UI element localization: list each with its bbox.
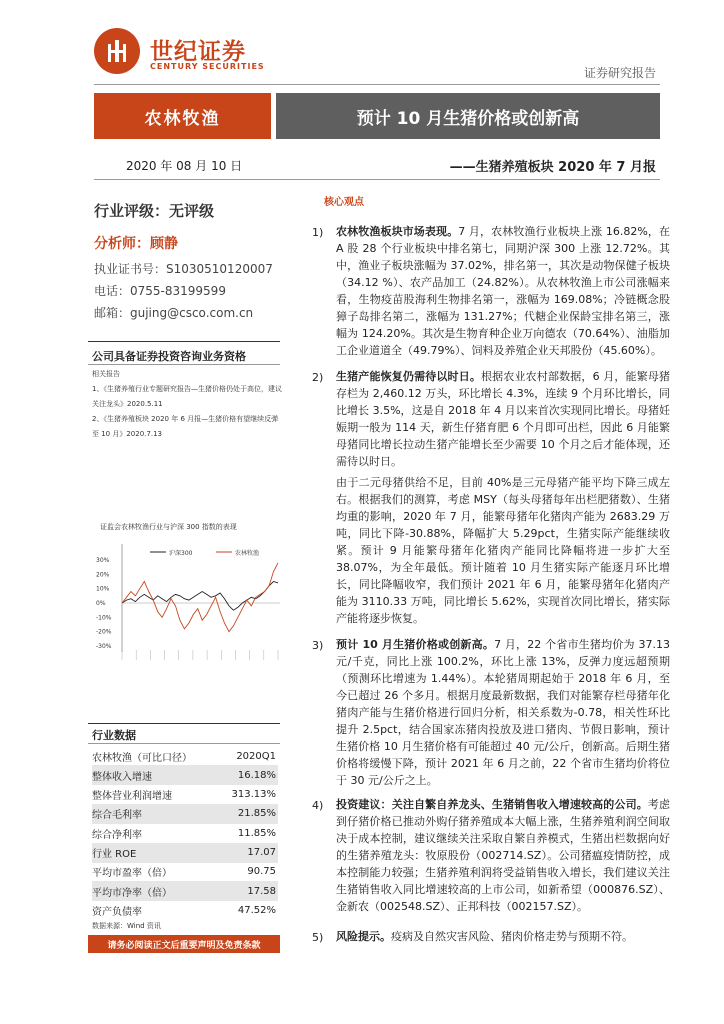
point-heading: 生猪产能恢复仍需待以时日。 xyxy=(336,370,482,383)
divider xyxy=(88,723,280,724)
index-row xyxy=(92,804,278,824)
index-row xyxy=(92,900,278,920)
y-tick-label: 10% xyxy=(96,585,110,593)
index-label: 农林牧渔（可比口径） xyxy=(92,752,192,764)
related-report[interactable]: 1、《生猪养殖行业专题研究报告—生猪价格仍处于高位，建议关注龙头》2020.5.11 xyxy=(92,385,282,408)
qualification: 公司具备证券投资咨询业务资格 xyxy=(92,350,246,363)
point-number: 4) xyxy=(312,799,324,812)
index-label: 平均市净率（倍） xyxy=(92,887,172,899)
index-value: 313.13% xyxy=(231,789,276,801)
index-label: 整体收入增速 xyxy=(92,771,152,783)
point-heading: 农林牧渔板块市场表现。 xyxy=(336,225,459,238)
logo-mark-icon xyxy=(106,38,128,64)
divider xyxy=(88,341,280,342)
divider xyxy=(94,84,660,85)
index-value: 17.07 xyxy=(247,847,276,858)
sector-band: 农林牧渔 xyxy=(94,93,271,139)
index-data-title: 行业数据 xyxy=(92,729,136,742)
point-body: 7 月，22 个省市生猪均价为 37.13 元/千克，同比上涨 100.2%，环比上涨 13%，反弹力度远超预期（预测环比增速为 1.44%）。本轮猪周期起始于 2018 年 6 月，至今已超过 26 个多月。根据月度最新数据，我们对能繁存栏母猪年化猪肉产能与生猪价格进行回归分析，相关系数为-0.78，相关性环比提升 2.5pct，结合国家冻猪肉投放及进口猪肉、节假日影响，预计生猪价格 10 月生猪价格有可能超过 40 元/公斤，创新高。后期生猪价格将缓慢下降，预计 2021 年 6 月之前，22 个省市生猪均价将位于 30 元/公斤之上。 xyxy=(336,638,670,787)
logo-text: 世纪证券 xyxy=(150,39,246,65)
report-title: 预计 10 月生猪价格或创新高 xyxy=(276,93,660,139)
index-value: 11.85% xyxy=(237,827,276,839)
y-tick-label: 30% xyxy=(96,557,110,564)
index-label: 资产负债率 xyxy=(92,906,142,918)
point-paragraph xyxy=(336,928,670,945)
y-tick-label: -20% xyxy=(96,628,112,636)
index-row xyxy=(92,823,278,843)
index-value: 21.85% xyxy=(237,808,276,820)
index-value: 16.18% xyxy=(237,769,276,781)
cert-number: 执业证书号：S1030510120007 xyxy=(94,262,273,276)
divider xyxy=(88,364,280,365)
logo-icon xyxy=(94,28,140,74)
analyst-name: 分析师：顾静 xyxy=(94,236,178,252)
index-row xyxy=(92,746,278,766)
related-report[interactable]: 2、《生猪养殖板块 2020 年 6 月报—生猪价格有望继续反弹至 10 月》2020.7.13 xyxy=(92,415,279,438)
y-tick-label: -30% xyxy=(96,643,112,650)
report-date: 2020 年 08 月 10 日 xyxy=(126,159,243,173)
point-body: 疫病及自然灾害风险、猪肉价格走势与预期不符。 xyxy=(391,930,633,943)
index-label: 整体营业利润增速 xyxy=(92,791,172,803)
index-row xyxy=(92,785,278,805)
point-body: 7 月，农林牧渔行业板块上涨 16.82%，在 A 股 28 个行业板块中排名第七，同期沪深 300 上涨 12.72%。其中，渔业子板块涨幅为 37.02%，排名第一，其次是动物保健子板块（34.12 %）、农产品加工（24.82%）。从农林牧渔上市公司涨幅来看，生物疫苗股海利生物排名第一，涨幅为 169.08%；冷链概念股獐子岛排名第二，涨幅为 131.27%；代糖企业保龄宝排名第三，涨幅为 124.20%。其次是生物育种企业万向德农（70.64%）、油脂加工企业道道全（49.79%）、饲料及养殖企业天邦股份（45.60%）。 xyxy=(336,225,670,357)
point-paragraph xyxy=(336,368,670,470)
related-reports-title: 相关报告 xyxy=(92,370,120,378)
point-heading: 风险提示。 xyxy=(336,930,391,943)
point-paragraph xyxy=(336,796,670,915)
industry-rating: 行业评级：无评级 xyxy=(94,202,215,220)
point-heading: 预计 10 月生猪价格或创新高。 xyxy=(336,638,495,651)
series-line-agri xyxy=(122,563,278,632)
performance-chart xyxy=(88,538,284,670)
legend-label-agri: 农林牧渔 xyxy=(235,550,260,557)
report-type: 证券研究报告 xyxy=(583,66,656,80)
data-source: 数据来源：Wind 资讯 xyxy=(92,922,161,930)
index-label: 综合毛利率 xyxy=(92,810,142,822)
index-value: 47.52% xyxy=(237,904,276,916)
series-line-hs300 xyxy=(122,582,278,611)
point-paragraph xyxy=(336,223,670,359)
y-tick-label: -10% xyxy=(96,614,112,622)
logo-text-en: CENTURY SECURITIES xyxy=(150,62,265,71)
legend xyxy=(150,549,259,557)
index-value: 2020Q1 xyxy=(236,750,276,762)
point-body: 由于二元母猪供给不足，目前 40%是三元母猪产能平均下降三成左右。根据我们的测算，考虑 MSY（每头母猪每年出栏肥猪数）、生猪均重的影响，2020 年 7 月，能繁母猪年化猪肉产能为 2683.29 万吨，同比下降-30.88%，降幅扩大 5.29pct，生猪实际产能继续收紧。预计 9 月能繁母猪年化猪肉产能同比降幅将进一步扩大至 38.07%，为全年最低。预计随着 10 月生猪实际产能逐月环比增长，同比降幅收窄，我们预计 2021 年 6 月，能繁母猪年化猪肉产能为 3110.33 万吨，同比增长 5.62%，实现首次同比增长，猪实际产能将逐步恢复。 xyxy=(336,476,670,625)
report-subtitle: ——生猪养殖板块 2020 年 7 月报 xyxy=(449,160,656,175)
y-tick-label: 0% xyxy=(96,600,106,607)
index-row xyxy=(92,862,278,882)
point-number: 2) xyxy=(312,371,324,384)
index-label: 行业 ROE xyxy=(92,849,137,860)
point-number: 5) xyxy=(312,931,324,944)
divider xyxy=(94,179,660,180)
y-tick-label: 20% xyxy=(96,571,110,579)
phone: 电话：0755-83199599 xyxy=(94,284,226,298)
legend-label-hs300: 沪深300 xyxy=(169,550,193,557)
point-paragraph xyxy=(336,636,670,789)
point-paragraph xyxy=(336,474,670,627)
point-body: 根据农业农村部数据，6 月，能繁母猪存栏为 2,460.12 万头，环比增长 4.3%，连续 9 个月环比增长，同比增长 3.5%，这是自 2018 年 4 月以来首次实现同比增长。母猪妊娠期一般为 114 天，新生仔猪育肥 6 个月即可出栏，因此 6 月能繁母猪同比增长拉动生猪产能增长至少需要 10 个月之后才能体现，还需待以时日。 xyxy=(336,370,671,468)
point-body: 考虑到仔猪价格已推动外购仔猪养殖成本大幅上涨，生猪养殖利润空间取决于成本控制，建议继续关注采取自繁自养模式，生猪出栏数据向好的生猪养殖龙头：牧原股份（002714.SZ）。公司猪瘟疫情防控，成本控制能力较强；生猪养殖利润将受益销售收入增长，我们建议关注生猪销售收入同比增速较高的上市公司，如新希望（000876.SZ）、金新农（002548.SZ）、正邦科技（002157.SZ）。 xyxy=(336,798,671,913)
chart-title: 证监会农林牧渔行业与沪深 300 指数的表现 xyxy=(100,523,237,531)
email: 邮箱：gujing@csco.com.cn xyxy=(94,306,254,320)
index-label: 平均市盈率（倍） xyxy=(92,868,172,880)
core-views-title: 核心观点 xyxy=(324,197,364,208)
divider xyxy=(88,743,280,744)
index-row xyxy=(92,843,278,863)
index-row xyxy=(92,765,278,785)
point-heading: 投资建议：关注自繁自养龙头、生猪销售收入增速较高的公司。 xyxy=(336,798,648,811)
disclaimer-banner: 请务必阅读正文后重要声明及免责条款 xyxy=(88,935,280,953)
point-number: 1) xyxy=(312,226,324,239)
index-label: 综合净利率 xyxy=(92,829,142,841)
index-value: 90.75 xyxy=(247,866,276,878)
point-number: 3) xyxy=(312,639,324,652)
index-value: 17.58 xyxy=(247,885,276,897)
index-row xyxy=(92,881,278,901)
